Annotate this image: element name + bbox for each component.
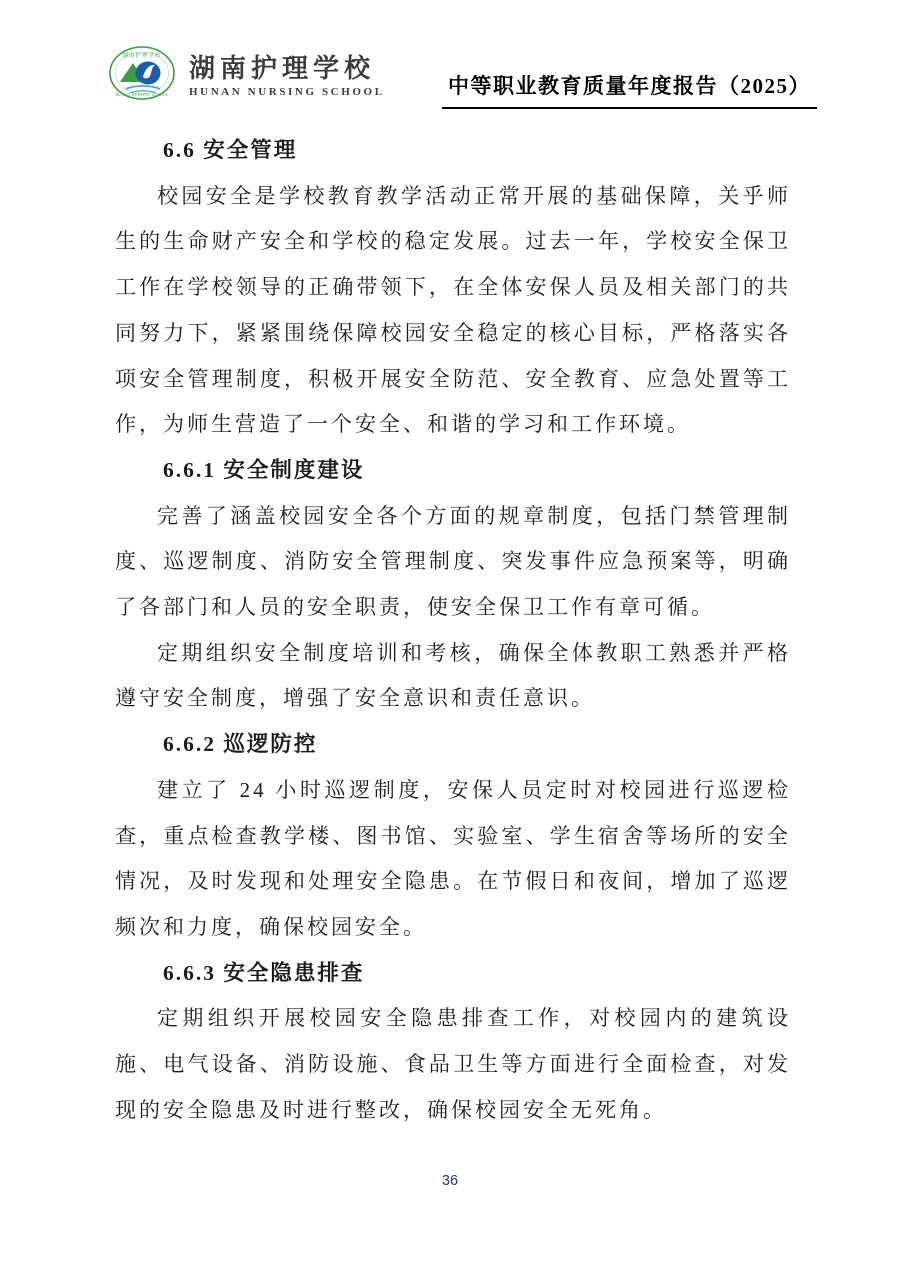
paragraph: 定期组织开展校园安全隐患排查工作，对校园内的建筑设施、电气设备、消防设施、食品卫生等方面进行全面检查，对发现的安全隐患及时进行整改，确保校园安全无死角。 (115, 1006, 791, 1122)
document-body (115, 128, 791, 1133)
section-heading-6-6-2: 6.6.2 巡逻防控 (163, 732, 318, 757)
school-logo-text (189, 56, 385, 98)
school-name-cn: 湖南护理学校 (189, 54, 376, 84)
school-logo (106, 44, 385, 110)
paragraph: 建立了 24 小时巡逻制度，安保人员定时对校园进行巡逻检查，重点检查教学楼、图书馆、实验室、学生宿舍等场所的安全情况，及时发现和处理安全隐患。在节假日和夜间，增加了巡逻频次和力度，确保校园安全。 (115, 777, 791, 939)
page-number: 36 (441, 1173, 459, 1189)
paragraph: 完善了涵盖校园安全各个方面的规章制度，包括门禁管理制度、巡逻制度、消防安全管理制度、突发事件应急预案等，明确了各部门和人员的安全职责，使安全保卫工作有章可循。 (115, 503, 791, 620)
page-header (0, 0, 900, 120)
paragraph: 定期组织安全制度培训和考核，确保全体教职工熟悉并严格遵守安全制度，增强了安全意识和责任意识。 (115, 640, 791, 711)
page-footer (0, 1172, 900, 1190)
report-header-title: 中等职业教育质量年度报告（2025） (442, 70, 817, 109)
school-name-en: HUNAN NURSING SCHOOL (189, 86, 385, 98)
section-heading-6-6-1: 6.6.1 安全制度建设 (163, 457, 365, 482)
svg-text:HUNAN NURSING SCHOOL: HUNAN NURSING SCHOOL (115, 93, 169, 97)
paragraph: 校园安全是学校教育教学活动正常开展的基础保障，关乎师生的生命财产安全和学校的稳定发展。过去一年，学校安全保卫工作在学校领导的正确带领下，在全体安保人员及相关部门的共同努力下，紧紧围绕保障校园安全稳定的核心目标，严格落实各项安全管理制度，积极开展安全防范、安全教育、应急处置等工作，为师生营造了一个安全、和谐的学习和工作环境。 (115, 183, 791, 437)
svg-text:湖南护理学校: 湖南护理学校 (122, 53, 162, 59)
section-heading-6-6-3: 6.6.3 安全隐患排查 (163, 960, 365, 985)
section-heading-6-6: 6.6 安全管理 (163, 138, 298, 162)
school-emblem-icon (106, 44, 180, 110)
